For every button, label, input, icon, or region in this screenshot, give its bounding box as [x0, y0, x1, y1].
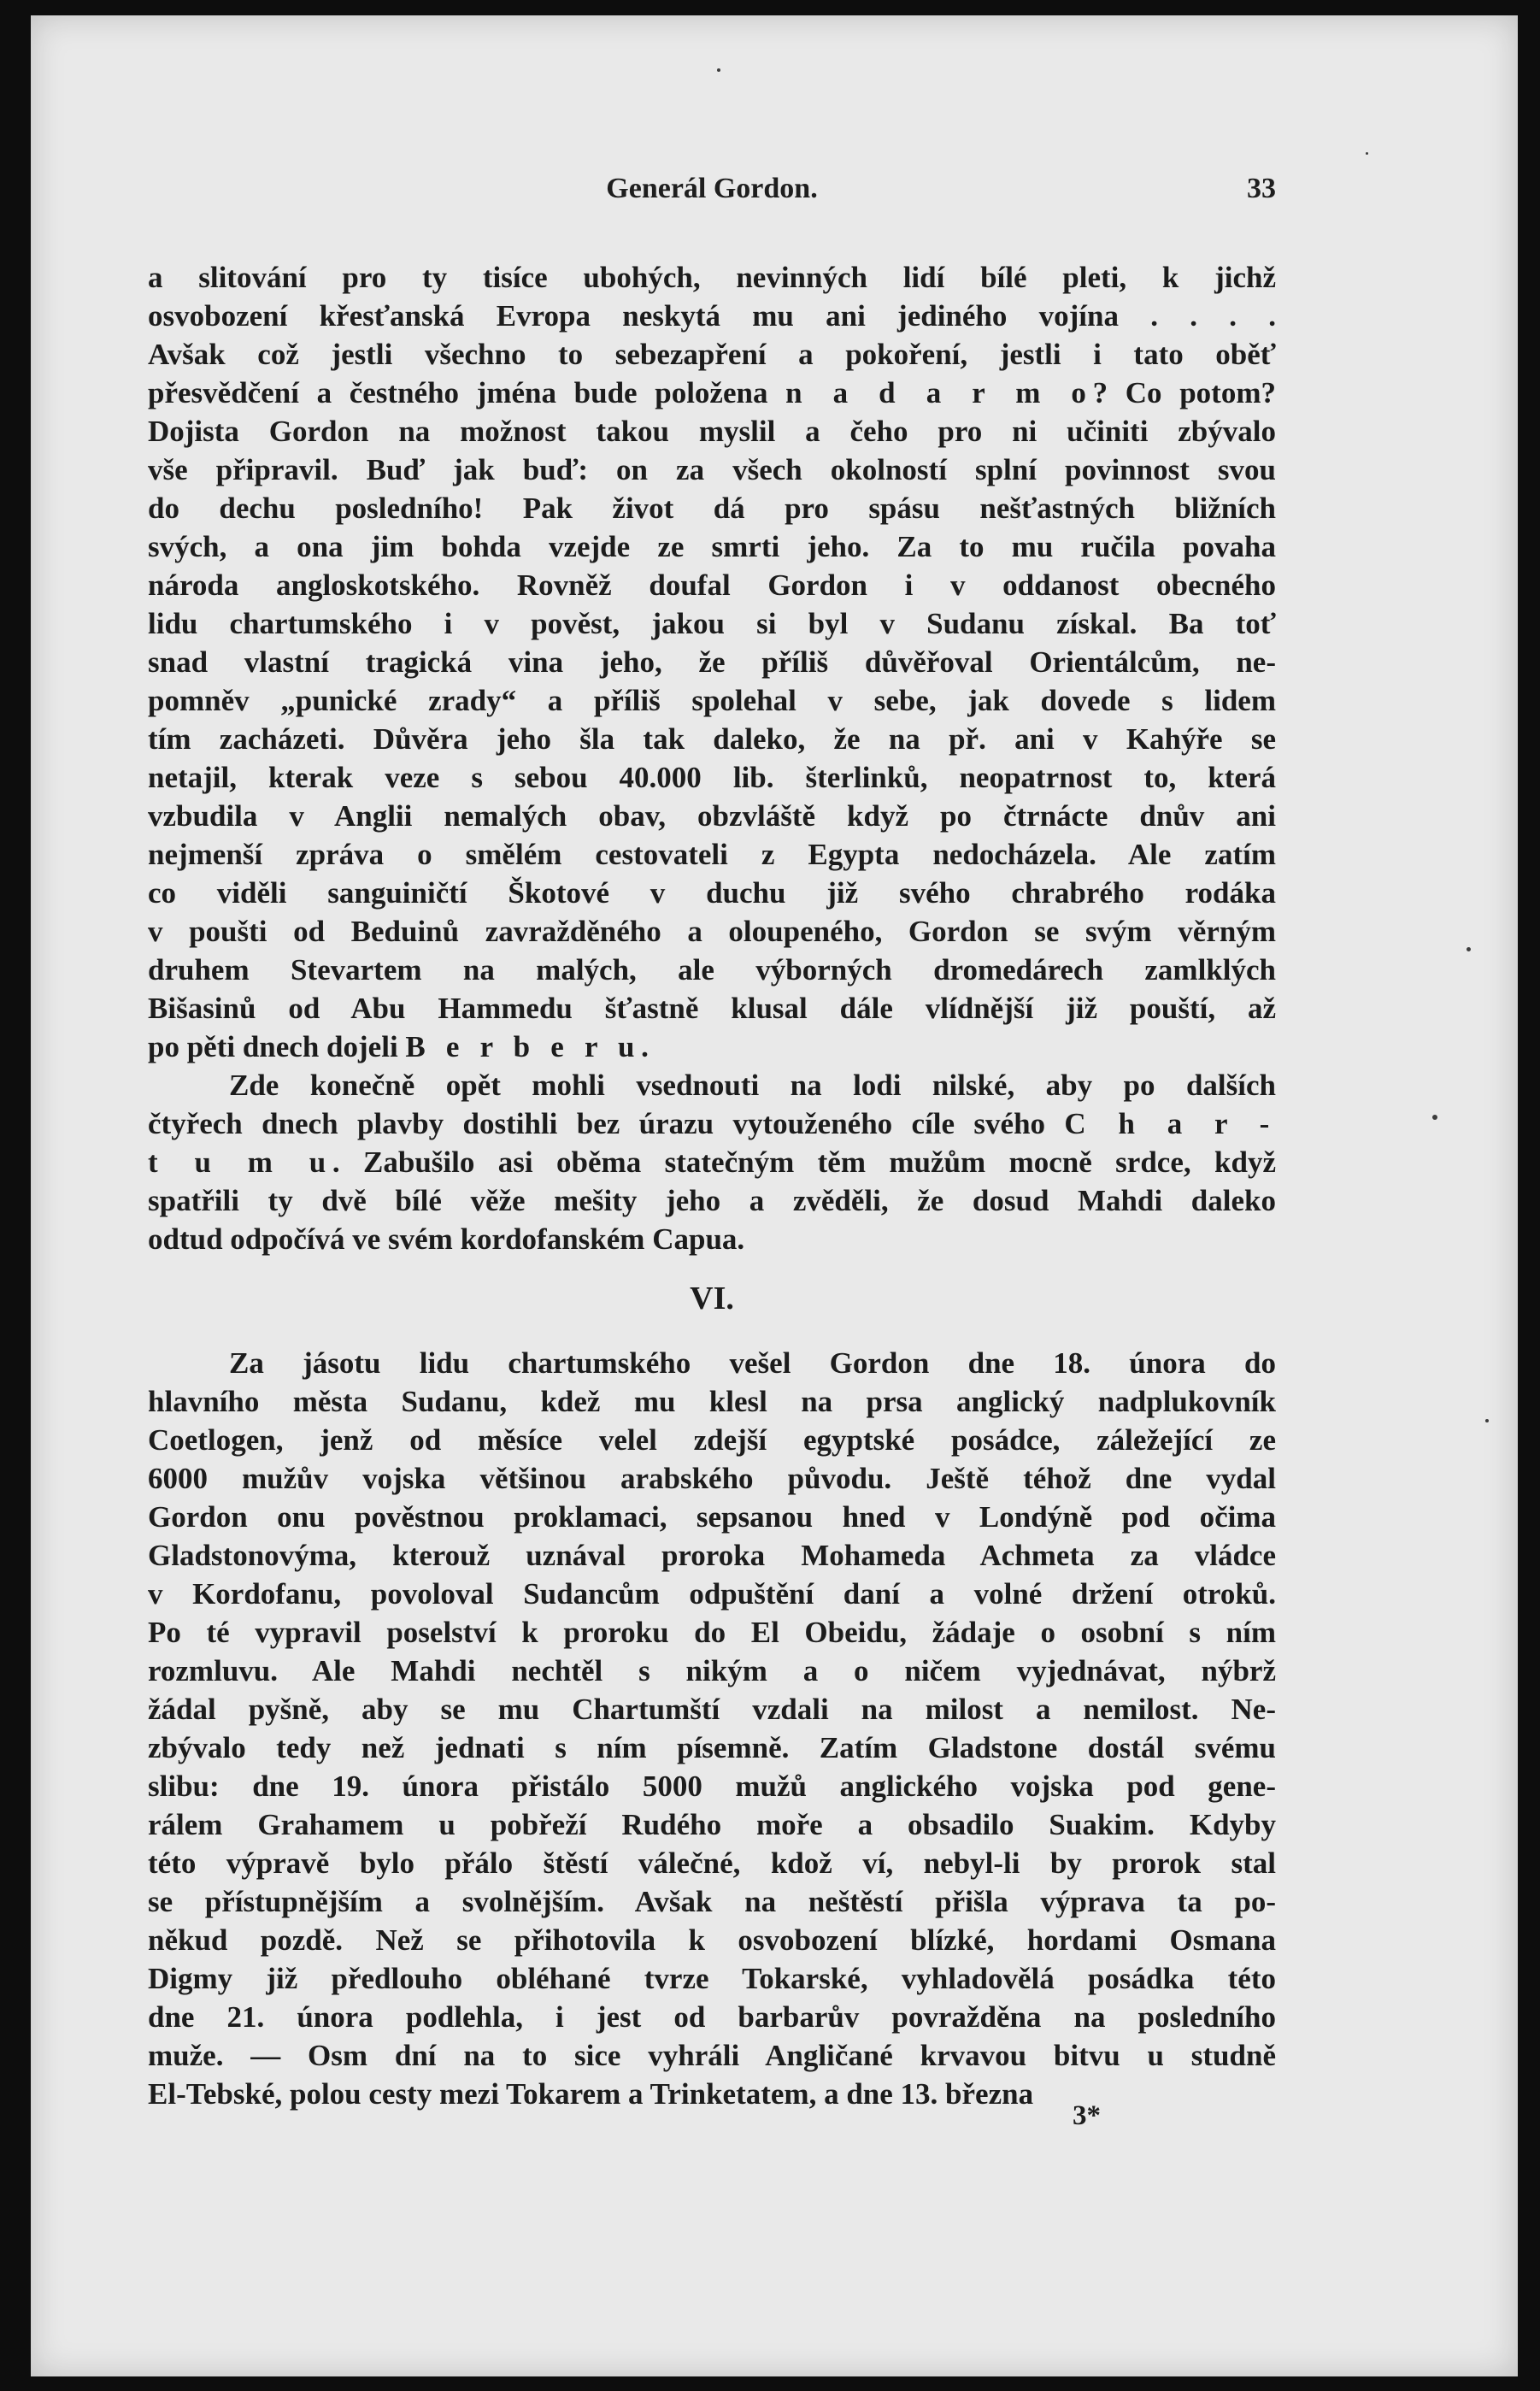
emphasized-text: n a d a r m o: [785, 376, 1093, 409]
page-header: [148, 166, 1276, 209]
text-line: Gordon onu pověstnou proklamaci, sepsanou hned v Londýně pod očima: [148, 1500, 1276, 1534]
text-line: Avšak což jestli všechno to sebezapření a pokoření, jestli i tato oběť: [148, 338, 1276, 371]
text-line: co viděli sanguiničtí Škotové v duchu již svého chrabrého rodáka: [148, 876, 1276, 910]
text-line: odtud odpočívá ve svém kordofanském Capua.: [148, 1222, 745, 1256]
text-line: Za jásotu lidu chartumského vešel Gordon dne 18. února do: [229, 1346, 1276, 1380]
text-line: Po té vypravil poselství k proroku do El Obeidu, žádaje o osobní s ním: [148, 1616, 1276, 1649]
body-text: [148, 258, 1276, 1258]
text-line: hlavního města Sudanu, kdež mu klesl na prsa anglický nadplukovník: [148, 1385, 1276, 1418]
text-line: národa angloskotského. Rovněž doufal Gordon i v oddanost obecného: [148, 568, 1276, 602]
text-line: pomněv „punické zrady“ a příliš spolehal v sebe, jak dovede s lidem: [148, 684, 1276, 717]
text-line: slibu: dne 19. února přistálo 5000 mužů anglického vojska pod gene-: [148, 1770, 1276, 1803]
emphasized-text: C h a r -: [1064, 1107, 1276, 1140]
paragraph: [148, 1344, 1276, 2113]
text-line: snad vlastní tragická vina jeho, že příliš důvěřoval Orientálcům, ne-: [148, 645, 1276, 679]
chapter-text: [148, 1344, 1276, 2113]
text-line: muže. — Osm dní na to sice vyhráli Angličané krvavou bitvu u studně: [148, 2039, 1276, 2072]
paper-speck: [1366, 152, 1368, 155]
text-line: nejmenší zpráva o smělém cestovateli z Egypta nedocházela. Ale zatím: [148, 838, 1276, 871]
text-line: vzbudila v Anglii nemalých obav, obzvláště když po čtrnácte dnův ani: [148, 799, 1276, 833]
text-line: do dechu posledního! Pak život dá pro spásu nešťastných bližních: [148, 492, 1276, 525]
text-line: žádal pyšně, aby se mu Chartumští vzdali na milost a nemilost. Ne-: [148, 1693, 1276, 1726]
printer-signature-mark: 3*: [1073, 2100, 1101, 2131]
text-line: této výpravě bylo přálo štěstí válečné, kdož ví, nebyl-li by prorok stal: [148, 1846, 1276, 1880]
chapter-heading: VI.: [690, 1281, 734, 1316]
emphasized-text: t u m u: [148, 1145, 332, 1179]
text-line: Bišasinů od Abu Hammedu šťastně klusal dále vlídnější již pouští, až: [148, 992, 1276, 1025]
text-line: Coetlogen, jenž od měsíce velel zdejší egyptské posádce, záležející ze: [148, 1423, 1276, 1457]
text-line: rozmluvu. Ale Mahdi nechtěl s nikým a o ničem vyjednávat, nýbrž: [148, 1654, 1276, 1687]
text-line: netajil, kterak veze s sebou 40.000 lib. šterlinků, neopatrnost to, která: [148, 761, 1276, 794]
text-line: v Kordofanu, povoloval Sudancům odpuštění daní a volné držení otroků.: [148, 1577, 1276, 1611]
text-line: přesvědčení a čestného jména bude položena n a d a r m o? Co potom?: [148, 376, 1276, 409]
text-line: Dojista Gordon na možnost takou myslil a čeho pro ni učiniti zbývalo: [148, 415, 1276, 448]
text-line: svých, a ona jim bohda vzejde ze smrti jeho. Za to mu ručila povaha: [148, 530, 1276, 563]
paper-speck: [1467, 947, 1471, 951]
text-line: vše připravil. Buď jak buď: on za všech okolností splní povinnost svou: [148, 453, 1276, 486]
text-line: Gladstonovýma, kterouž uznával proroka Mohameda Achmeta za vládce: [148, 1539, 1276, 1572]
page-number: 33: [1247, 173, 1276, 204]
paper-speck: [717, 68, 720, 72]
paper-speck: [1432, 1115, 1437, 1120]
text-line: spatřili ty dvě bílé věže mešity jeho a zvěděli, že dosud Mahdi daleko: [148, 1184, 1276, 1217]
text-line: po pěti dnech dojeli B e r b e r u.: [148, 1030, 649, 1063]
text-line: lidu chartumského i v pověst, jakou si byl v Sudanu získal. Ba toť: [148, 607, 1276, 640]
text-line: zbývalo tedy než jednati s ním písemně. Zatím Gladstone dostál svému: [148, 1731, 1276, 1764]
text-line: t u m u. Zabušilo asi oběma statečným těm mužům mocně srdce, když: [148, 1145, 1276, 1179]
paper-speck: [1485, 1419, 1489, 1422]
text-line: tím zacházeti. Důvěra jeho šla tak daleko, že na př. ani v Kahýře se: [148, 722, 1276, 756]
text-line: se přístupnějším a svolnějším. Avšak na neštěstí přišla výprava ta po-: [148, 1885, 1276, 1918]
text-line: osvobození křesťanská Evropa neskytá mu ani jediného vojína . . . .: [148, 299, 1276, 333]
text-line: Digmy již předlouho obléhané tvrze Tokarské, vyhladovělá posádka této: [148, 1962, 1276, 1995]
text-line: Zde konečně opět mohli vsednouti na lodi nilské, aby po dalších: [229, 1069, 1276, 1102]
paragraph: [148, 1066, 1276, 1258]
text-line: čtyřech dnech plavby dostihli bez úrazu vytouženého cíle svého C h a r -: [148, 1107, 1276, 1140]
emphasized-text: B e r b e r u: [405, 1030, 642, 1063]
running-title: Generál Gordon.: [606, 173, 818, 204]
text-line: někud pozdě. Než se přihotovila k osvobození blízké, hordami Osmana: [148, 1923, 1276, 1957]
text-line: dne 21. února podlehla, i jest od barbarův povražděna na posledního: [148, 2000, 1276, 2034]
text-line: rálem Grahamem u pobřeží Rudého moře a obsadilo Suakim. Kdyby: [148, 1808, 1276, 1841]
text-line: v poušti od Beduinů zavražděného a oloupeného, Gordon se svým věrným: [148, 915, 1276, 948]
text-line: druhem Stevartem na malých, ale výborných dromedárech zamlklých: [148, 953, 1276, 986]
text-line: a slitování pro ty tisíce ubohých, nevinných lidí bílé pleti, k jichž: [148, 261, 1276, 294]
text-line: 6000 mužův vojska většinou arabského původu. Ještě téhož dne vydal: [148, 1462, 1276, 1495]
paragraph: [148, 258, 1276, 1066]
text-line: El-Tebské, polou cesty mezi Tokarem a Trinketatem, a dne 13. března: [148, 2077, 1034, 2111]
